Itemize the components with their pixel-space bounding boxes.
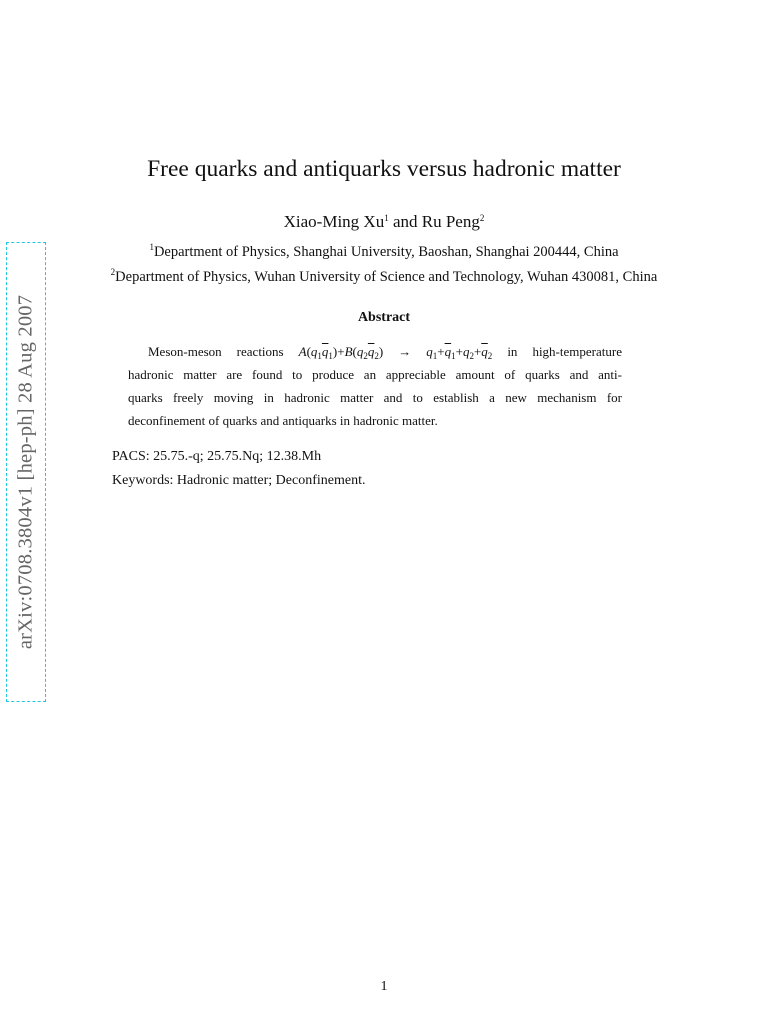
abstract-intro: Meson-meson reactions	[148, 344, 299, 359]
affiliation-2-text: Department of Physics, Wuhan University of Science and Technology, Wuhan 430081, China	[115, 269, 658, 285]
affiliation-2-mark: 2	[110, 267, 116, 277]
affiliation-1	[0, 244, 768, 261]
affiliation-1-text: Department of Physics, Shanghai University, Baoshan, Shanghai 200444, China	[153, 244, 619, 260]
arxiv-stamp-text: arXiv:0708.3804v1 [hep-ph] 28 Aug 2007	[14, 294, 37, 650]
page-number: 1	[380, 979, 388, 994]
abstract-line-1: Meson-meson reactions $A(q_1\overline{q}_1)+B(q_2\overline{q}_2) \to q_1+\overline{q}_1+q_2+\overline{q}_2$ in high-temperature	[148, 344, 622, 361]
pacs-codes: PACS: 25.75.-q; 25.75.Nq; 12.38.Mh	[112, 449, 322, 464]
abstract-line-2: hadronic matter are found to produce an appreciable amount of quarks and anti-	[128, 367, 622, 382]
author-1: Xiao-Ming Xu	[283, 212, 385, 231]
affiliation-1-mark: 1	[149, 242, 154, 252]
reaction-equation: A	[298, 344, 307, 359]
keywords: Keywords: Hadronic matter; Deconfinement.	[112, 473, 366, 488]
abstract-line-3: quarks freely moving in hadronic matter and to establish a new mechanism for	[128, 390, 622, 405]
abstract-tail: in high-temperature	[492, 344, 622, 359]
author-2: Ru Peng	[421, 212, 480, 231]
author-1-affil-mark: 1	[384, 213, 389, 223]
author-connector: and	[388, 212, 422, 231]
author-line	[0, 212, 768, 232]
author-2-affil-mark: 2	[479, 213, 485, 223]
affiliation-2	[0, 269, 768, 286]
paper-title: Free quarks and antiquarks versus hadronic matter	[147, 156, 621, 182]
abstract-line-4: deconfinement of quarks and antiquarks in hadronic matter.	[128, 413, 438, 428]
abstract-heading: Abstract	[357, 310, 411, 325]
abstract-body	[128, 340, 622, 432]
